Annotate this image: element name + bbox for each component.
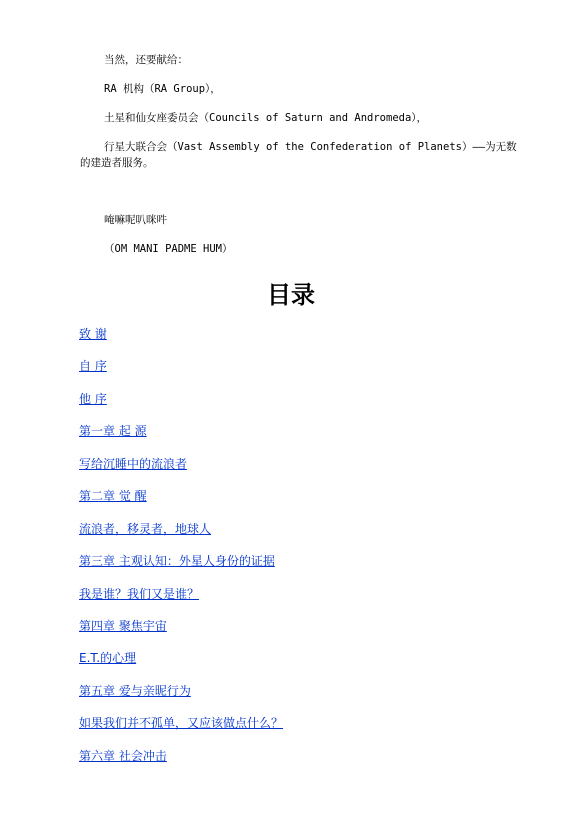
toc-link-not-alone[interactable]: 如果我们并不孤单，又应该做点什么？ — [79, 716, 284, 731]
toc-item — [79, 357, 283, 389]
toc-link-who-am-i[interactable]: 我是谁？我们又是谁？ — [79, 586, 200, 601]
toc-link-chapter-6[interactable]: 第六章 社会冲击 — [79, 748, 167, 763]
dedication-line-intro: 当然，还要献给： — [104, 54, 188, 66]
toc-item — [79, 422, 283, 454]
mantra-latin-text: （OM MANI PADME HUM） — [104, 243, 233, 255]
toc-link-chapter-2[interactable]: 第二章 觉 醒 — [79, 489, 147, 504]
toc-link-sleeping-wanderers[interactable]: 写给沉睡中的流浪者 — [79, 456, 188, 471]
toc-item — [79, 552, 283, 584]
toc-item — [79, 325, 283, 357]
toc-item — [79, 487, 283, 519]
toc-item — [79, 455, 283, 487]
toc-link-chapter-1[interactable]: 第一章 起 源 — [79, 424, 147, 439]
toc-item — [79, 520, 283, 552]
toc-heading: 目录 — [267, 281, 315, 309]
toc-item — [79, 585, 283, 617]
toc-item — [79, 617, 283, 649]
toc-item — [79, 390, 283, 422]
toc-link-author-preface[interactable]: 自 序 — [79, 359, 107, 374]
dedication-line-ra-group: RA 机构（RA Group）， — [104, 83, 221, 95]
toc-link-chapter-3[interactable]: 第三章 主观认知：外星人身份的证据 — [79, 554, 275, 569]
mantra-text: 唵嘛呢叭咪吽 — [104, 214, 167, 226]
toc-link-et-psychology[interactable]: E.T.的心理 — [79, 651, 137, 666]
toc-link-foreword[interactable]: 他 序 — [79, 391, 107, 406]
toc-item — [79, 682, 283, 714]
toc-link-wanderers-walkins[interactable]: 流浪者，移灵者，地球人 — [79, 521, 212, 536]
toc-item — [79, 649, 283, 681]
toc-link-chapter-5[interactable]: 第五章 爱与亲昵行为 — [79, 683, 191, 698]
toc-link-chapter-4[interactable]: 第四章 聚焦宇宙 — [79, 618, 167, 633]
toc-list — [79, 325, 283, 779]
dedication-line-confederation: 行星大联合会（Vast Assembly of the Confederation of Planets）——为无数的建造者服务。 — [80, 141, 517, 169]
toc-item — [79, 747, 283, 779]
toc-item — [79, 714, 283, 746]
dedication-line-councils: 土星和仙女座委员会（Councils of Saturn and Andromeda）， — [104, 112, 428, 124]
toc-link-acknowledgements[interactable]: 致 谢 — [79, 327, 107, 341]
